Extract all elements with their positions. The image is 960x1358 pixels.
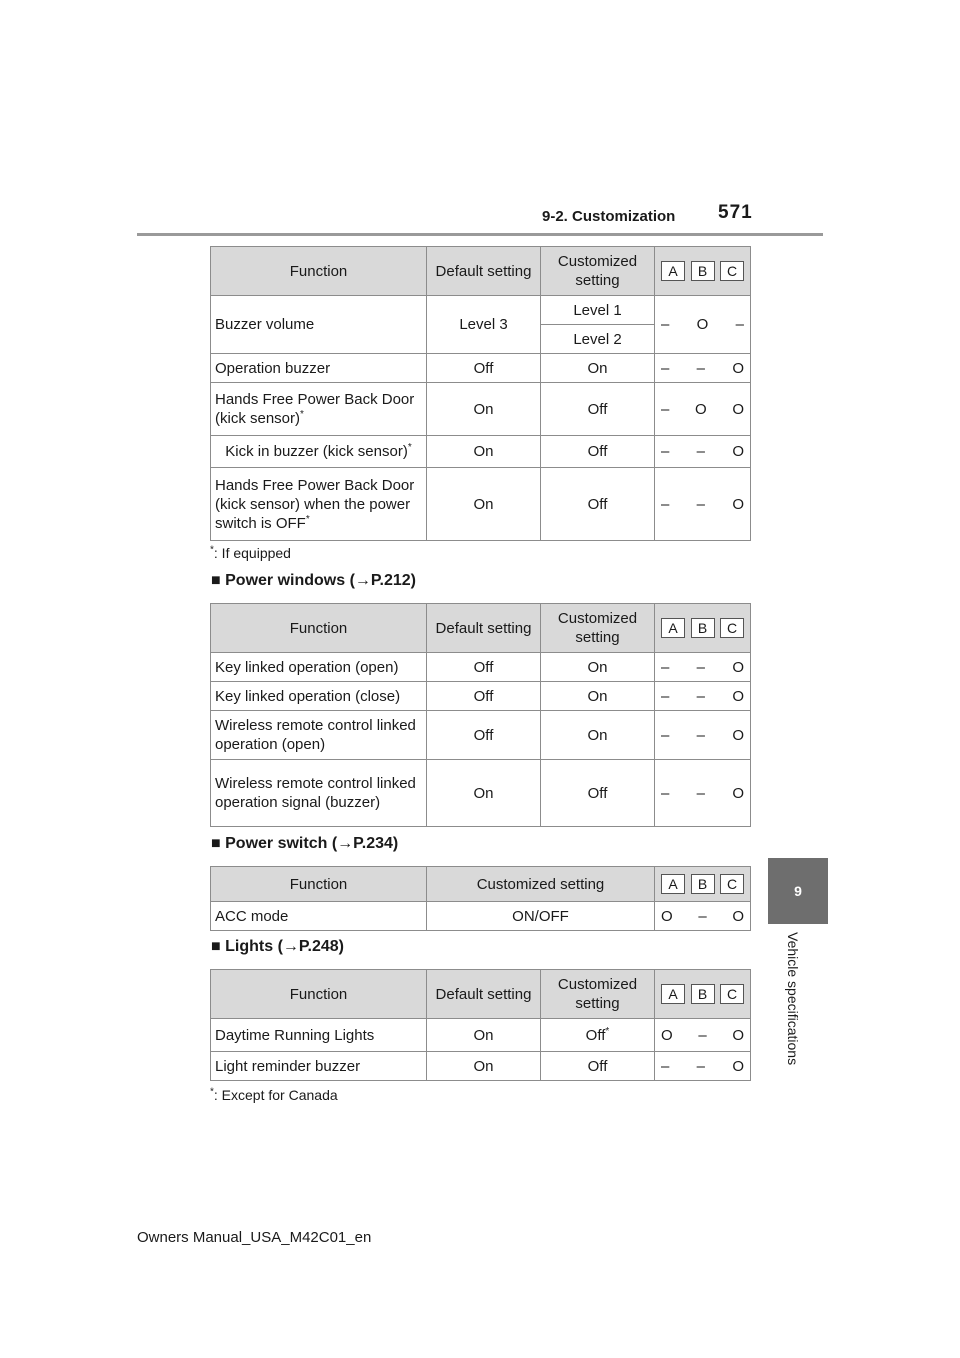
cell-default: Off xyxy=(427,682,541,711)
cell-c: O xyxy=(732,907,744,925)
manual-id: Owners Manual_USA_M42C01_en xyxy=(137,1229,372,1246)
cell-abc xyxy=(655,383,751,436)
heading-power-switch xyxy=(211,835,398,853)
col-b-box: B xyxy=(691,261,715,281)
col-function: Function xyxy=(211,867,427,902)
table-power-switch xyxy=(210,866,751,931)
col-a-box: A xyxy=(661,261,685,281)
cell-default: On xyxy=(427,436,541,468)
cell-function: Light reminder buzzer xyxy=(211,1052,427,1081)
cell-a: – xyxy=(661,1057,670,1075)
cell-c: O xyxy=(732,495,744,513)
heading-power-windows xyxy=(211,572,416,590)
cell-c: O xyxy=(732,443,744,460)
col-abc xyxy=(655,247,751,296)
cell-abc xyxy=(655,653,751,682)
table-header-row xyxy=(211,604,751,653)
cell-default: On xyxy=(427,468,541,541)
table-row xyxy=(211,354,751,383)
footnote-text: : If equipped xyxy=(213,545,291,561)
page-reference: P.234) xyxy=(353,835,399,852)
cell-abc xyxy=(655,296,751,354)
cell-custom: On xyxy=(541,711,655,760)
footnote-except-canada xyxy=(210,1087,338,1103)
cell-c: – xyxy=(735,316,744,333)
cell-function xyxy=(211,436,427,468)
cell-a: – xyxy=(661,443,670,460)
col-c-box: C xyxy=(720,984,744,1004)
chapter-label: Vehicle specifications xyxy=(785,932,801,1066)
cell-a: – xyxy=(661,316,670,333)
cell-default: On xyxy=(427,760,541,827)
cell-custom: On xyxy=(541,682,655,711)
bullet-icon: ■ xyxy=(211,938,221,955)
cell-default: On xyxy=(427,383,541,436)
cell-custom: On xyxy=(541,653,655,682)
arrow-icon: → xyxy=(354,572,371,589)
col-default-setting: Default setting xyxy=(427,604,541,653)
col-c-box: C xyxy=(720,261,744,281)
col-a-box: A xyxy=(661,984,685,1004)
cell-function: ACC mode xyxy=(211,902,427,931)
cell-function: Daytime Running Lights xyxy=(211,1019,427,1052)
footnote-marker: * xyxy=(300,409,304,420)
cell-function: Wireless remote control linked operation signal (buzzer) xyxy=(211,760,427,827)
footnote-text: : Except for Canada xyxy=(213,1087,338,1103)
table-row xyxy=(211,436,751,468)
cell-custom: Level 2 xyxy=(541,325,655,354)
table-row xyxy=(211,902,751,931)
col-c-box: C xyxy=(720,618,744,638)
heading-text: Power windows ( xyxy=(225,572,355,589)
heading-text: Lights ( xyxy=(225,938,283,955)
footnote-marker: * xyxy=(605,1025,610,1037)
col-abc xyxy=(655,604,751,653)
table-header-row xyxy=(211,867,751,902)
col-function: Function xyxy=(211,247,427,296)
cell-function: Operation buzzer xyxy=(211,354,427,383)
cell-b: – xyxy=(696,359,705,377)
table-power-windows xyxy=(210,603,751,827)
table-row xyxy=(211,682,751,711)
cell-b: – xyxy=(696,1057,705,1075)
cell-function: Key linked operation (open) xyxy=(211,653,427,682)
table-general-settings xyxy=(210,246,751,541)
cell-default: On xyxy=(427,1019,541,1052)
bullet-icon: ■ xyxy=(211,572,221,589)
cell-abc xyxy=(655,354,751,383)
cell-a: – xyxy=(661,359,670,377)
table-row xyxy=(211,711,751,760)
custom-text: Off xyxy=(585,1026,606,1044)
cell-custom xyxy=(541,1019,655,1052)
cell-custom: Off xyxy=(541,1052,655,1081)
cell-c: O xyxy=(732,784,744,802)
cell-b: – xyxy=(696,495,705,513)
col-default-setting: Default setting xyxy=(427,970,541,1019)
cell-abc xyxy=(655,468,751,541)
bullet-icon: ■ xyxy=(211,835,221,852)
cell-function: Buzzer volume xyxy=(211,296,427,354)
cell-a: – xyxy=(661,400,670,418)
arrow-icon: → xyxy=(337,835,354,852)
col-customized-setting: Customized setting xyxy=(427,867,655,902)
table-header-row xyxy=(211,247,751,296)
chapter-number: 9 xyxy=(794,883,802,899)
cell-default: Level 3 xyxy=(427,296,541,354)
page-reference: P.212) xyxy=(370,572,416,589)
cell-a: – xyxy=(661,726,670,744)
col-b-box: B xyxy=(691,984,715,1004)
cell-default: On xyxy=(427,1052,541,1081)
table-row xyxy=(211,468,751,541)
cell-abc xyxy=(655,902,751,931)
cell-abc xyxy=(655,1052,751,1081)
cell-function: Key linked operation (close) xyxy=(211,682,427,711)
footnote-if-equipped xyxy=(210,545,291,561)
col-customized-setting: Customized setting xyxy=(541,970,655,1019)
cell-custom: Off xyxy=(541,436,655,468)
cell-c: O xyxy=(732,687,744,705)
cell-b: – xyxy=(696,784,705,802)
cell-b: – xyxy=(696,443,705,460)
heading-lights xyxy=(211,938,344,956)
cell-custom: Level 1 xyxy=(541,296,655,325)
table-row xyxy=(211,760,751,827)
cell-function: Wireless remote control linked operation (open) xyxy=(211,711,427,760)
cell-default: Off xyxy=(427,711,541,760)
cell-c: O xyxy=(732,359,744,377)
function-text: Hands Free Power Back Door (kick sensor) xyxy=(215,391,415,427)
table-row xyxy=(211,1019,751,1052)
cell-abc xyxy=(655,1019,751,1052)
function-text: Kick in buzzer (kick sensor) xyxy=(225,443,408,460)
col-a-box: A xyxy=(661,874,685,894)
page-reference: P.248) xyxy=(298,938,344,955)
col-function: Function xyxy=(211,604,427,653)
cell-custom: ON/OFF xyxy=(427,902,655,931)
cell-default: Off xyxy=(427,354,541,383)
cell-b: – xyxy=(696,687,705,705)
cell-custom: Off xyxy=(541,383,655,436)
footnote-marker: * xyxy=(407,442,412,453)
cell-a: – xyxy=(661,784,670,802)
cell-a: O xyxy=(661,907,673,925)
cell-b: – xyxy=(696,726,705,744)
section-title: 9-2. Customization xyxy=(542,208,676,225)
table-header-row xyxy=(211,970,751,1019)
col-function: Function xyxy=(211,970,427,1019)
cell-c: O xyxy=(732,1057,744,1075)
cell-b: – xyxy=(698,907,707,925)
table-row xyxy=(211,296,751,325)
cell-a: – xyxy=(661,658,670,676)
col-c-box: C xyxy=(720,874,744,894)
cell-custom: Off xyxy=(541,468,655,541)
col-b-box: B xyxy=(691,618,715,638)
cell-b: O xyxy=(695,400,707,418)
header-rule xyxy=(137,233,823,236)
cell-b: – xyxy=(696,658,705,676)
col-customized-setting: Customized setting xyxy=(541,604,655,653)
cell-b: O xyxy=(696,316,709,333)
col-default-setting: Default setting xyxy=(427,247,541,296)
cell-c: O xyxy=(732,400,744,418)
col-b-box: B xyxy=(691,874,715,894)
footnote-marker: * xyxy=(210,1086,214,1098)
cell-abc xyxy=(655,711,751,760)
cell-c: O xyxy=(732,658,744,676)
cell-function xyxy=(211,468,427,541)
function-text: Hands Free Power Back Door (kick sensor) when the power switch is OFF xyxy=(215,476,415,532)
chapter-tab xyxy=(768,858,828,924)
col-a-box: A xyxy=(661,618,685,638)
cell-custom: On xyxy=(541,354,655,383)
cell-c: O xyxy=(732,726,744,744)
cell-c: O xyxy=(732,1026,744,1044)
table-row xyxy=(211,653,751,682)
cell-a: O xyxy=(661,1026,673,1044)
cell-abc xyxy=(655,682,751,711)
cell-abc xyxy=(655,436,751,468)
cell-a: – xyxy=(661,495,670,513)
footnote-marker: * xyxy=(305,513,310,525)
heading-text: Power switch ( xyxy=(225,835,338,852)
table-row xyxy=(211,383,751,436)
col-abc xyxy=(655,867,751,902)
col-customized-setting: Customized setting xyxy=(541,247,655,296)
cell-a: – xyxy=(661,687,670,705)
page-number: 571 xyxy=(718,202,753,223)
cell-custom: Off xyxy=(541,760,655,827)
cell-abc xyxy=(655,760,751,827)
arrow-icon: → xyxy=(282,938,299,955)
col-abc xyxy=(655,970,751,1019)
cell-default: Off xyxy=(427,653,541,682)
table-lights xyxy=(210,969,751,1081)
cell-function xyxy=(211,383,427,436)
table-row xyxy=(211,1052,751,1081)
cell-b: – xyxy=(698,1026,707,1044)
footnote-marker: * xyxy=(210,544,214,556)
